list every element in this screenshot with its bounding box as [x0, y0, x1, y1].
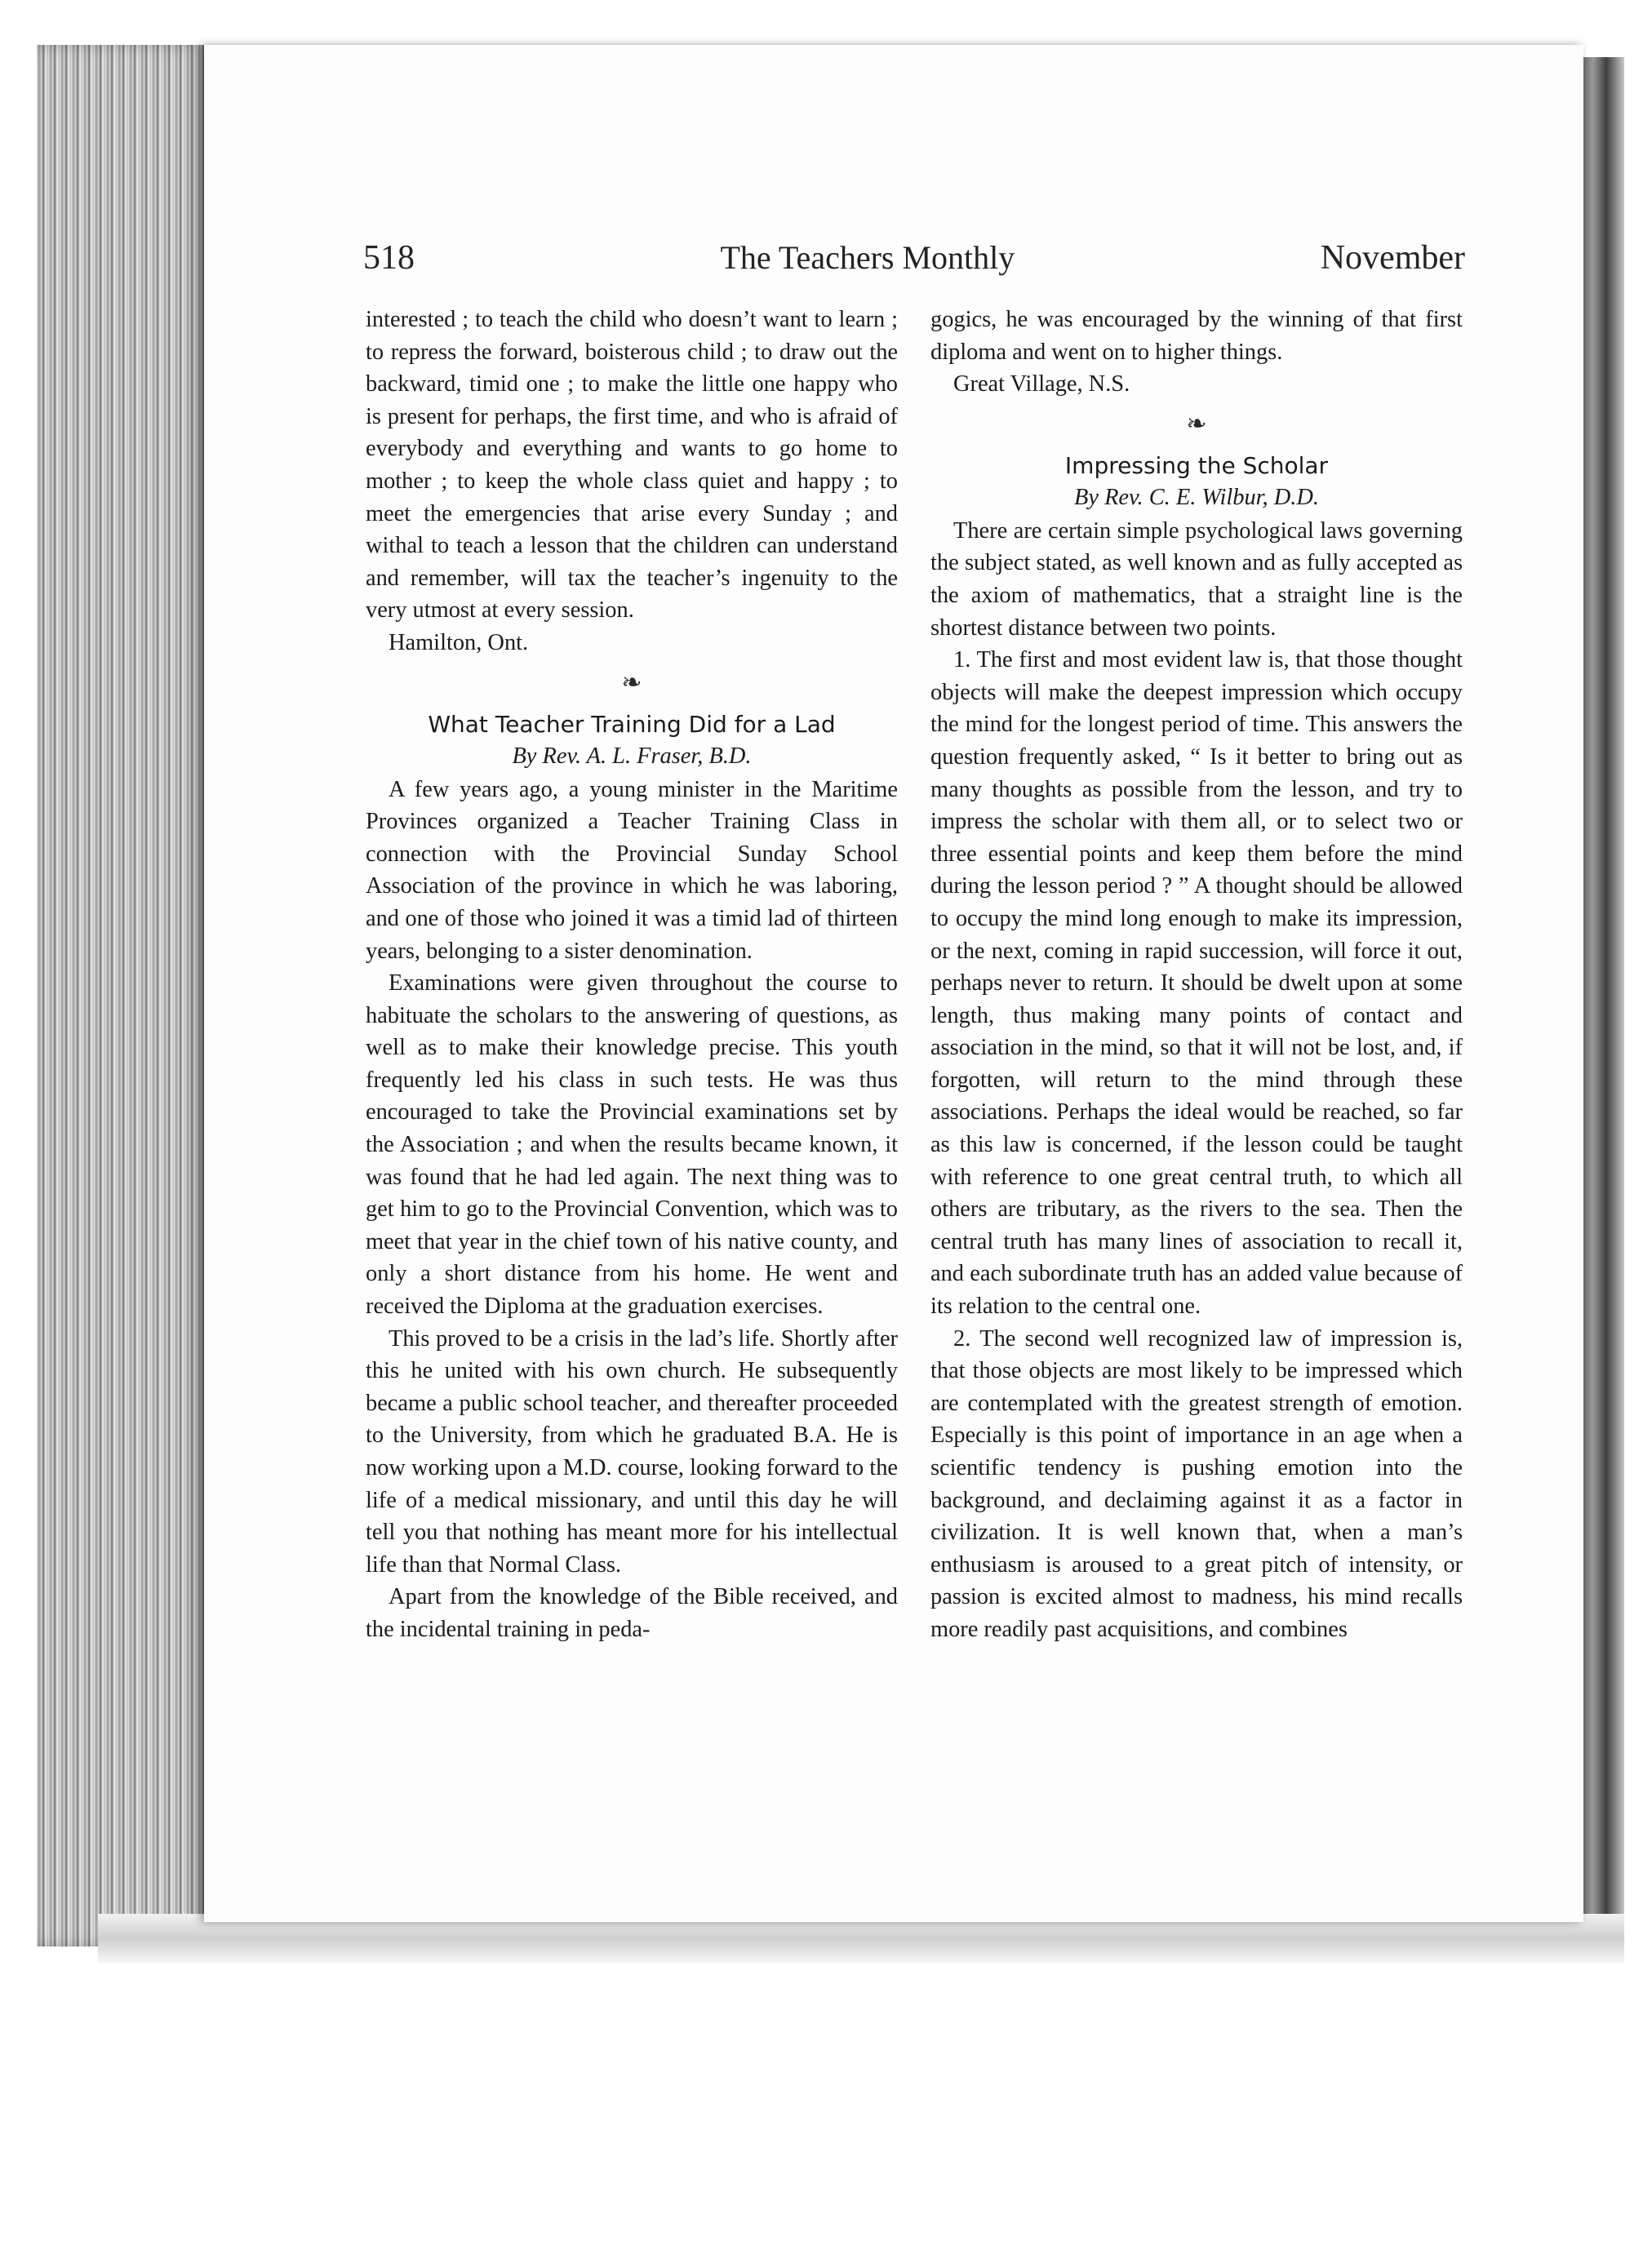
- body-paragraph: A few years ago, a young minister in the Maritime Provinces organized a Teacher Training Class in connection with the Provincial Sunday School Association of the province in which he was laboring, and one of those who joined it was a timid lad of thirteen years, belonging to a sister denomination.: [366, 776, 898, 964]
- article-byline: By Rev. C. E. Wilbur, D.D.: [1074, 484, 1319, 510]
- author-location: Great Village, N.S.: [953, 371, 1130, 397]
- book-page-edges-left: [37, 45, 204, 1946]
- article-byline: By Rev. A. L. Fraser, B.D.: [512, 743, 752, 769]
- section-ornament-icon: ❧: [1186, 410, 1207, 437]
- body-paragraph: This proved to be a crisis in the lad’s life. Shortly after this he united with his own church. He subsequently became a public school teacher, and thereafter proceeded to the University, from which he graduated B.A. He is now working upon a M.D. course, looking forward to the life of a medical missionary, and until this day he will tell you that nothing has meant more for his intellectual life than that Normal Class.: [366, 1325, 898, 1578]
- section-ornament-icon: ❧: [621, 668, 642, 696]
- author-location: Hamilton, Ont.: [389, 629, 529, 655]
- continued-paragraph: interested ; to teach the child who doesn’t want to learn ; to repress the forward, boisterous child ; to draw out the backward, timid one ; to make the little one happy who is present for perhaps, the first time, and who is afraid of everybody and everything and wants to go home to mother ; to keep the whole class quiet and happy ; to meet the emergencies that arise every Sunday ; and withal to teach a lesson that the children can understand and remember, will tax the teacher’s ingenuity to the very utmost at every session.: [366, 307, 898, 624]
- issue-month: November: [1320, 239, 1465, 277]
- left-column: [366, 304, 898, 1646]
- article-title: What Teacher Training Did for a Lad: [428, 710, 836, 738]
- journal-title: The Teachers Monthly: [720, 239, 1015, 276]
- body-paragraph: 2. The second well recognized law of impression is, that those objects are most likely to be impressed which are contemplated with the greatest strength of emotion. Especially is this point of importance in an age when a scientific tendency is pushing emotion into the background, and declaiming against it as a factor in civilization. It is well known that, when a man’s enthusiasm is aroused to a great pitch of intensity, or passion is excited almost to madness, his mind recalls more readily past acquisitions, and combines: [930, 1325, 1463, 1642]
- page-number: 518: [363, 239, 415, 277]
- right-column: [930, 304, 1463, 1646]
- article-title: Impressing the Scholar: [1064, 451, 1329, 479]
- body-paragraph: Apart from the knowledge of the Bible received, and the incidental training in peda-: [366, 1584, 898, 1642]
- body-paragraph: There are certain simple psychological laws governing the subject stated, as well known and as fully accepted as the axiom of mathematics, that a straight line is the shortest distance between two points.: [930, 517, 1463, 641]
- continued-paragraph: gogics, he was encouraged by the winning of that first diploma and went on to higher things.: [930, 307, 1463, 365]
- running-head: [363, 238, 1465, 281]
- book-page-edges-right: [1579, 57, 1624, 1934]
- body-paragraph: Examinations were given throughout the course to habituate the scholars to the answering of questions, as well as to make their knowledge precise. This youth frequently led his class in such tests. He was thus encouraged to take the Provincial examinations set by the Association ; and when the results became known, it was found that he had led again. The next thing was to get him to go to the Provincial Convention, which was to meet that year in the chief town of his native county, and only a short distance from his home. He went and received the Diploma at the graduation exercises.: [366, 970, 898, 1320]
- body-paragraph: 1. The first and most evident law is, that those thought objects will make the deepest impression which occupy the mind for the longest period of time. This answers the question frequently asked, “ Is it better to bring out as many thoughts as possible from the lesson, and try to impress the scholar with them all, or to select two or three essential points and keep them before the mind during the lesson period ? ” A thought should be allowed to occupy the mind long enough to make its impression, or the next, coming in rapid succession, will force it out, perhaps never to return. It should be dwelt upon at some length, thus making many points of contact and association in the mind, so that it will not be lost, and, if forgotten, will return to the mind through these associations. Perhaps the ideal would be reached, so far as this law is concerned, if the lesson could be taught with reference to one great central truth, to which all others are tributary, as the rivers to the sea. Then the central truth has many lines of association to recall it, and each subordinate truth has an added value because of its relation to the central one.: [930, 647, 1463, 1320]
